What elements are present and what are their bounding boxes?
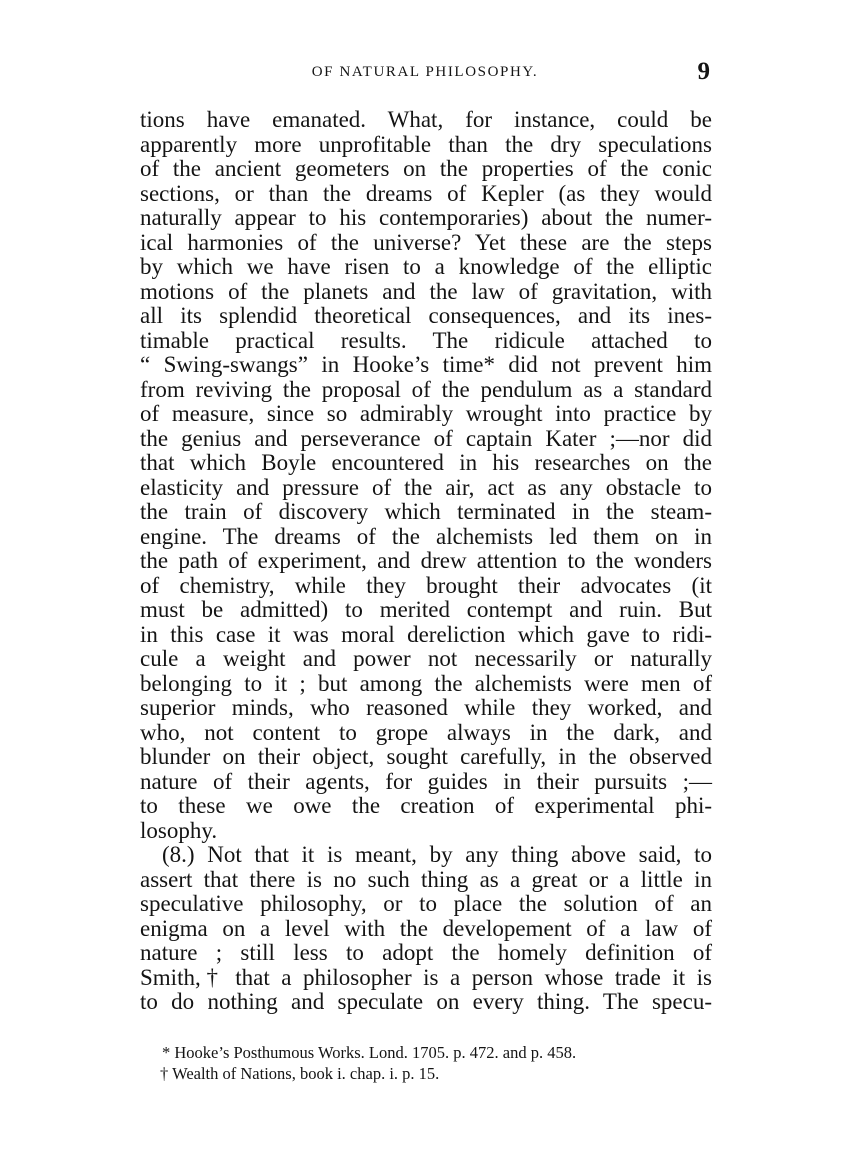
footnote: † Wealth of Nations, book i. chap. i. p. 15. xyxy=(160,1064,440,1083)
text-line: “ Swing-swangs” in Hooke’s time* did not prevent him xyxy=(140,352,712,377)
text-line: assert that there is no such thing as a great or a little in xyxy=(140,866,712,892)
text-line: sections, or than the dreams of Kepler (as they would xyxy=(140,180,712,206)
text-line: timable practical results. The ridicule attached to xyxy=(140,327,712,353)
footnotes xyxy=(140,1042,712,1084)
text-line: elasticity and pressure of the air, act as any obstacle to xyxy=(140,474,712,500)
text-line: motions of the planets and the law of gravitation, with xyxy=(140,278,712,304)
text-line: by which we have risen to a knowledge of the elliptic xyxy=(140,254,712,279)
text-line: (8.) Not that it is meant, by any thing above said, to xyxy=(162,842,712,867)
text-line: naturally appear to his contemporaries) about the numer- xyxy=(140,205,712,230)
text-line: losophy. xyxy=(140,817,218,843)
text-line: tions have emanated. What, for instance, could be xyxy=(140,107,712,132)
text-line: the train of discovery which terminated in the steam- xyxy=(140,499,712,524)
page-number: 9 xyxy=(697,58,710,85)
body-text xyxy=(140,108,712,1015)
text-line: of chemistry, while they brought their advocates (it xyxy=(140,572,712,598)
text-line: apparently more unprofitable than the dry speculations xyxy=(140,131,712,157)
text-line: that which Boyle encountered in his researches on the xyxy=(140,450,712,475)
text-line: enigma on a level with the developement of a law of xyxy=(140,915,712,941)
text-line: belonging to it ; but among the alchemists were men of xyxy=(140,670,712,696)
text-line: Smith,† that a philosopher is a person whose trade it is xyxy=(140,964,712,990)
text-line: of measure, since so admirably wrought into practice by xyxy=(140,401,712,426)
text-line: the path of experiment, and drew attention to the wonders xyxy=(140,548,712,573)
text-line: to do nothing and speculate on every thing. The specu- xyxy=(140,989,712,1014)
text-line: the genius and perseverance of captain Kater ;—nor did xyxy=(140,425,712,451)
page-header xyxy=(140,58,710,92)
text-line: in this case it was moral dereliction which gave to ridi- xyxy=(140,621,712,647)
text-line: must be admitted) to merited contempt and ruin. But xyxy=(140,597,712,622)
text-line: ical harmonies of the universe? Yet these are the steps xyxy=(140,229,712,255)
running-head: OF NATURAL PHILOSOPHY. xyxy=(311,64,539,80)
text-line: nature of their agents, for guides in their pursuits ;— xyxy=(140,768,712,794)
footnote: * Hooke’s Posthumous Works. Lond. 1705. p. 472. and p. 458. xyxy=(162,1043,577,1062)
text-line: blunder on their object, sought carefully, in the observed xyxy=(140,744,712,769)
text-line: from reviving the proposal of the pendulum as a standard xyxy=(140,376,712,402)
text-line: speculative philosophy, or to place the solution of an xyxy=(140,891,712,916)
text-line: superior minds, who reasoned while they worked, and xyxy=(140,695,712,720)
text-line: of the ancient geometers on the properties of the conic xyxy=(140,156,712,181)
text-line: all its splendid theoretical consequences, and its ines- xyxy=(140,303,712,328)
text-line: nature ; still less to adopt the homely definition of xyxy=(140,940,712,965)
text-line: cule a weight and power not necessarily or naturally xyxy=(140,646,712,671)
text-line: who, not content to grope always in the dark, and xyxy=(140,719,712,745)
text-line: to these we owe the creation of experimental phi- xyxy=(140,793,712,818)
text-line: engine. The dreams of the alchemists led them on in xyxy=(140,523,712,549)
